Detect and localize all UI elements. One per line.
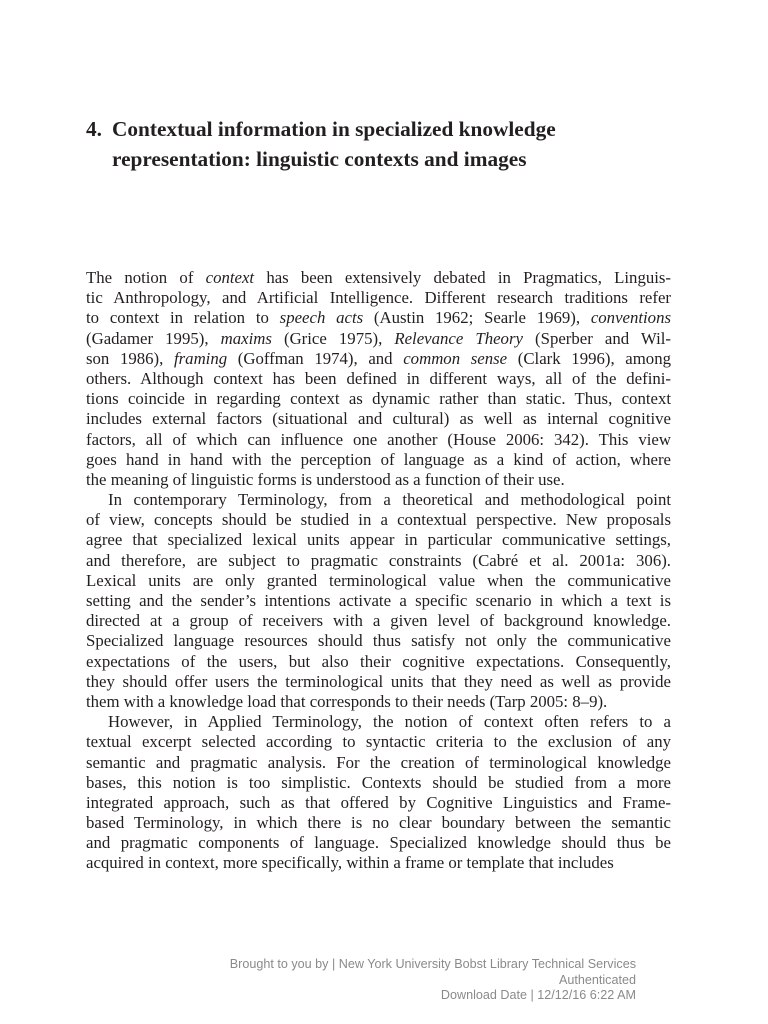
text-run: (Austin 1962; Searle 1969), bbox=[363, 308, 591, 328]
text-run: acquired in context, more specifically, within a frame or template that includes bbox=[86, 853, 614, 873]
paragraph bbox=[86, 712, 671, 874]
text-line bbox=[86, 551, 671, 571]
italic-term: speech acts bbox=[279, 308, 364, 328]
footer-authenticated: Authenticated bbox=[558, 972, 636, 987]
text-line bbox=[86, 611, 671, 631]
text-run: However, in Applied Terminology, the notion of context often refers to a bbox=[108, 712, 671, 732]
text-run: agree that specialized lexical units appear in particular communicative settings, bbox=[86, 530, 671, 550]
access-footer bbox=[116, 957, 636, 1004]
text-run: the meaning of linguistic forms is understood as a function of their use. bbox=[86, 469, 565, 489]
text-run: integrated approach, such as that offered by Cognitive Linguistics and Frame- bbox=[86, 792, 671, 812]
text-line bbox=[86, 450, 671, 470]
chapter-heading bbox=[86, 114, 686, 174]
paragraph bbox=[86, 268, 671, 490]
italic-term: common sense bbox=[403, 348, 508, 368]
text-line bbox=[86, 833, 671, 853]
text-line bbox=[86, 430, 671, 450]
chapter-number: 4. bbox=[86, 117, 102, 141]
italic-term: framing bbox=[173, 348, 228, 368]
text-run: tic Anthropology, and Artificial Intelligence. Different research traditions refer bbox=[86, 288, 671, 308]
text-run: and pragmatic components of language. Specialized knowledge should thus be bbox=[86, 833, 671, 853]
text-line bbox=[86, 288, 671, 308]
text-run: Lexical units are only granted terminological value when the communicative bbox=[86, 570, 671, 590]
text-line bbox=[86, 510, 671, 530]
text-run: (Grice 1975), bbox=[271, 328, 395, 348]
text-line bbox=[86, 530, 671, 550]
text-line bbox=[86, 692, 671, 712]
chapter-title-line-2: representation: linguistic contexts and images bbox=[112, 147, 527, 171]
text-run: has been extensively debated in Pragmatics, Linguis- bbox=[254, 268, 672, 287]
text-run: goes hand in hand with the perception of language as a kind of action, where bbox=[86, 449, 671, 469]
paragraph bbox=[86, 490, 671, 712]
footer-provider: Brought to you by | New York University Bobst Library Technical Services bbox=[229, 957, 636, 971]
body-text bbox=[86, 268, 671, 874]
text-run: and therefore, are subject to pragmatic constraints (Cabré et al. 2001a: 306). bbox=[86, 550, 671, 570]
text-line bbox=[86, 652, 671, 672]
text-line bbox=[86, 793, 671, 813]
text-run: expectations of the users, but also their cognitive expectations. Consequently, bbox=[86, 651, 671, 671]
text-run: textual excerpt selected according to syntactic criteria to the exclusion of any bbox=[86, 732, 671, 752]
footer-download-date: Download Date | 12/12/16 6:22 AM bbox=[440, 988, 636, 1002]
text-run: son 1986), bbox=[86, 348, 174, 368]
text-run: (Goffman 1974), and bbox=[227, 348, 404, 368]
text-line bbox=[86, 329, 671, 349]
text-line bbox=[86, 369, 671, 389]
text-run: bases, this notion is too simplistic. Contexts should be studied from a more bbox=[86, 772, 671, 792]
text-run: (Gadamer 1995), bbox=[86, 328, 221, 348]
text-line bbox=[86, 268, 671, 288]
text-run: directed at a group of receivers with a given level of background knowledge. bbox=[86, 611, 671, 631]
italic-term: conventions bbox=[590, 308, 671, 328]
text-run: others. Although context has been defined in different ways, all of the defini- bbox=[86, 368, 671, 388]
text-line bbox=[86, 470, 671, 490]
text-run: includes external factors (situational and cultural) as well as internal cognitive bbox=[86, 409, 671, 429]
text-run: The notion of bbox=[86, 268, 206, 287]
text-line bbox=[86, 672, 671, 692]
text-run: (Sperber and Wil- bbox=[522, 328, 671, 348]
text-line bbox=[86, 349, 671, 369]
text-line bbox=[86, 409, 671, 429]
italic-term: context bbox=[205, 268, 255, 287]
italic-term: Relevance Theory bbox=[394, 328, 523, 348]
text-line bbox=[86, 813, 671, 833]
text-line bbox=[86, 732, 671, 752]
text-run: of view, concepts should be studied in a contextual perspective. New proposals bbox=[86, 510, 671, 530]
text-run: tions coincide in regarding context as dynamic rather than static. Thus, context bbox=[86, 389, 671, 409]
text-line bbox=[86, 571, 671, 591]
text-run: them with a knowledge load that corresponds to their needs (Tarp 2005: 8–9). bbox=[86, 691, 608, 711]
text-line bbox=[86, 631, 671, 651]
text-run: semantic and pragmatic analysis. For the creation of terminological knowledge bbox=[86, 752, 671, 772]
text-run: based Terminology, in which there is no clear boundary between the semantic bbox=[86, 813, 671, 833]
text-run: factors, all of which can influence one another (House 2006: 342). This view bbox=[86, 429, 671, 449]
text-run: they should offer users the terminological units that they need as well as provide bbox=[86, 671, 671, 691]
text-line bbox=[86, 853, 671, 873]
text-line bbox=[86, 591, 671, 611]
text-run: (Clark 1996), among bbox=[507, 348, 671, 368]
text-run: Specialized language resources should thus satisfy not only the communicative bbox=[86, 631, 671, 651]
text-run: In contemporary Terminology, from a theoretical and methodological point bbox=[108, 490, 671, 510]
text-line bbox=[86, 712, 671, 732]
text-line bbox=[86, 389, 671, 409]
chapter-title-line-1: Contextual information in specialized knowledge bbox=[112, 117, 556, 141]
text-run: setting and the sender’s intentions activate a specific scenario in which a text is bbox=[86, 591, 671, 610]
italic-term: maxims bbox=[220, 328, 272, 348]
text-line bbox=[86, 490, 671, 510]
text-line bbox=[86, 753, 671, 773]
text-line bbox=[86, 773, 671, 793]
text-run: to context in relation to bbox=[86, 308, 280, 328]
text-line bbox=[86, 308, 671, 328]
